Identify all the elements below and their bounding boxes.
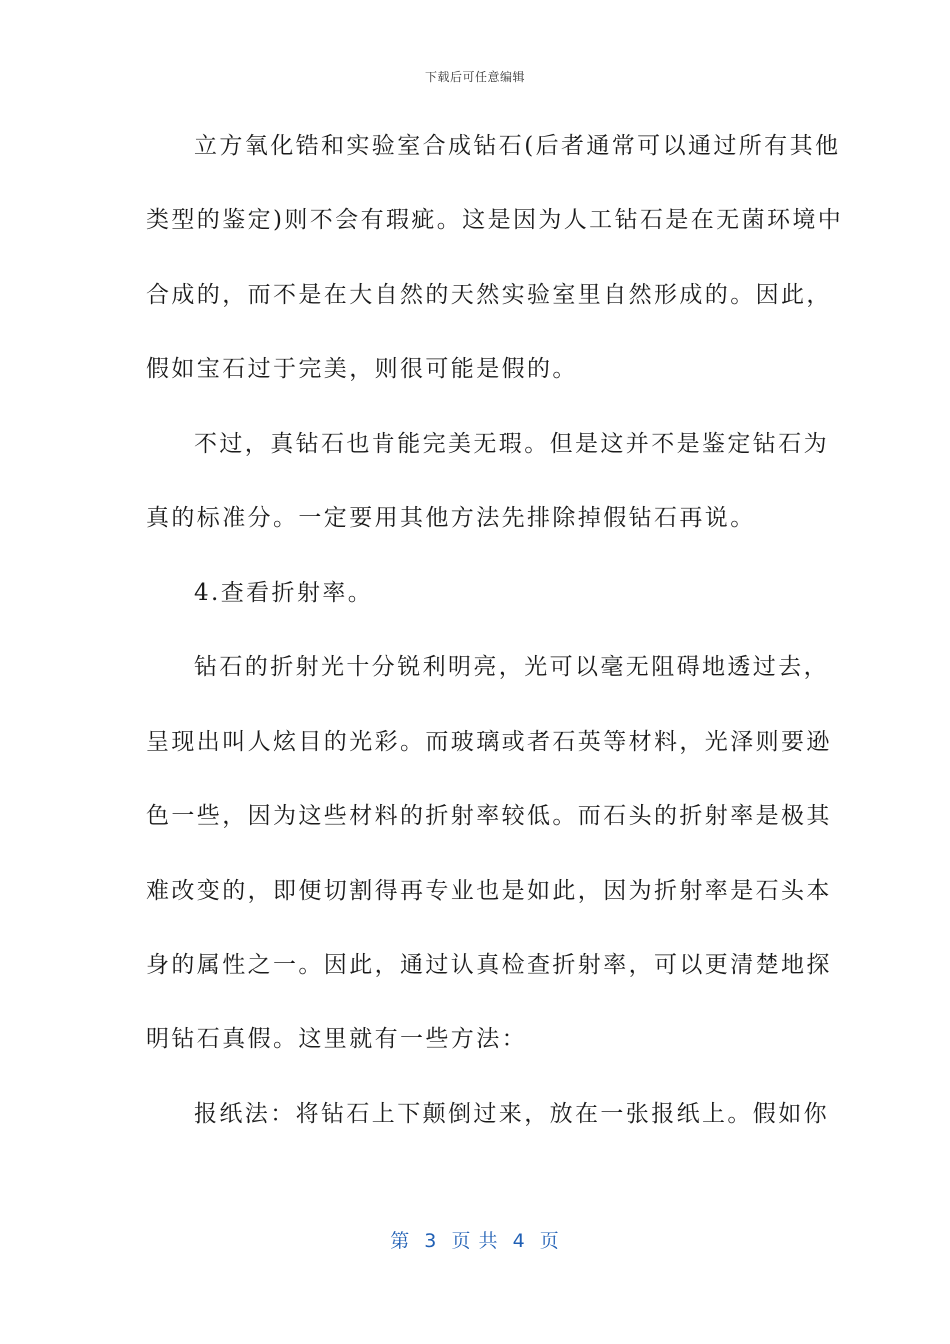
- text-line: 合成的，而不是在大自然的天然实验室里自然形成的。因此，: [146, 282, 832, 308]
- text-line: 真的标准分。一定要用其他方法先排除掉假钻石再说。: [146, 505, 756, 531]
- text-line: 身的属性之一。因此，通过认真检查折射率，可以更清楚地探: [146, 952, 832, 978]
- text-line: 假如宝石过于完美，则很可能是假的。: [146, 356, 578, 382]
- text-line: 难改变的，即便切割得再专业也是如此，因为折射率是石头本: [146, 878, 832, 904]
- text-line: 报纸法：将钻石上下颠倒过来，放在一张报纸上。假如你: [194, 1101, 829, 1127]
- text-line: 钻石的折射光十分锐利明亮，光可以毫无阻碍地透过去，: [194, 654, 829, 680]
- text-line: 呈现出叫人炫目的光彩。而玻璃或者石英等材料，光泽则要逊: [146, 729, 832, 755]
- page-header-note: 下载后可任意编辑: [424, 70, 525, 84]
- text-line: 类型的鉴定)则不会有瑕疵。这是因为人工钻石是在无菌环境中: [146, 207, 844, 233]
- page-number: 第 3 页 共 4 页: [390, 1230, 560, 1252]
- text-line: 立方氧化锆和实验室合成钻石(后者通常可以通过所有其他: [194, 133, 841, 159]
- section-heading: 4.查看折射率。: [194, 580, 374, 606]
- text-line: 色一些，因为这些材料的折射率较低。而石头的折射率是极其: [146, 803, 832, 829]
- text-line: 明钻石真假。这里就有一些方法：: [146, 1026, 527, 1052]
- text-line: 不过，真钻石也肯能完美无瑕。但是这并不是鉴定钻石为: [194, 431, 829, 457]
